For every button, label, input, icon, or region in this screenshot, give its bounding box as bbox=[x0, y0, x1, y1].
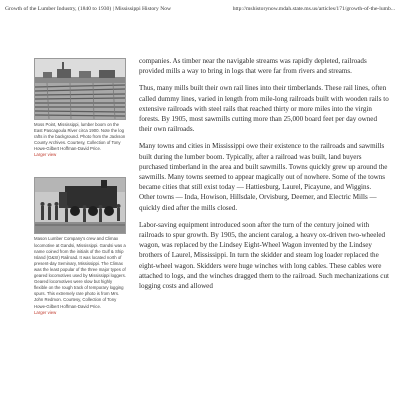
lumber-boom-photo[interactable] bbox=[34, 58, 126, 120]
article-paragraph-4: Labor-saving equipment introduced soon after the turn of the century joined with railroads to spur growth. By 1905, the ancient caralog, a heavy ox-driven two-wheeled wagon, was replaced by the Lindsey Eight-Wheel Wagon invented by the Lindsey brothers of Laurel, Mississippi. In turn the skidder and steam log loader replaced the eight-wheel wagon. Skidders were huge winches with long cables. These cables were attached to logs, and the winches dragged them to the railroad. Such mechanizations cut logging costs and allowed bbox=[139, 220, 389, 291]
article-body bbox=[139, 56, 389, 298]
figure-1-larger-view-link[interactable]: Larger view bbox=[34, 152, 57, 158]
locomotive-crew-photo-image bbox=[35, 178, 125, 233]
figure-2-larger-view-link[interactable]: Larger view bbox=[34, 309, 57, 315]
locomotive-crew-photo[interactable] bbox=[34, 177, 126, 234]
print-header bbox=[5, 4, 395, 14]
page-title: Growth of the Lumber Industry, (1840 to 1930) | Mississippi History Now bbox=[5, 6, 172, 12]
article-paragraph-2: Thus, many mills built their own rail lines into their timberlands. These rail lines, often called dummy lines, varied in length from mile-long railroads built with wooden rails to extensive railroads with steel rails that reached thirty or more miles into the virgin forests. By 1905, most sawmills cutting more than 25,000 board feet per day owned their own railroads. bbox=[139, 84, 389, 134]
figure-2 bbox=[34, 177, 126, 315]
lumber-boom-photo-image bbox=[35, 59, 125, 119]
figure-sidebar bbox=[34, 58, 126, 316]
article-paragraph-3: Many towns and cities in Mississippi owe their existence to the railroads and sawmills built during the lumber boom. Typically, after a railroad was built, land buyers purchased timberland in the area and built sawmills. Towns quickly grew up around the sawmills. Many towns seemed to appear magically out of nowhere. Some of the towns became cities that still exist today — Hattiesburg, Laurel, Picayune, and Wiggins. Other towns — Inda, Howison, Hillsdale, Orvisburg, Deemer, and Electric Mills — quickly died after the mills closed. bbox=[139, 142, 388, 212]
figure-1-caption: Moss Point, Mississippi, lumber boom on the East Pascagoula River circa 1900. Note the log rafts in the background. Photo from the Jackson County Archives. Courtesy, Collection of Tony Howe-Gilbert Hoffman-David Price. bbox=[34, 122, 126, 152]
page-url[interactable]: http://mshistorynow.mdah.state.ms.us/articles/171/growth-of-the-lumb... bbox=[232, 6, 395, 12]
article-paragraph-1: companies. As timber near the navigable streams was rapidly depleted, railroads provided mills a way to bring in logs that were far from rivers and streams. bbox=[139, 57, 367, 76]
figure-1 bbox=[34, 58, 126, 158]
figure-2-caption: Mason Lumber Company's crew and Climax locomotive at Gandsi, Mississippi. Gandsi was a name coined from the initials of the Gulf & Ship Island (G&SI) Railroad. It was located north of present-day Seminary, Mississippi. The Climax was the least popular of the three major types of geared locomotives used by Mississippi loggers. Geared locomotives were slow but highly flexible on the rough track of temporary logging spurs. This extremely rare photo is from Mrs. John Redmon. Courtesy, Collection of Tony Howe-Gilbert Hoffman-David Price. bbox=[34, 236, 126, 309]
